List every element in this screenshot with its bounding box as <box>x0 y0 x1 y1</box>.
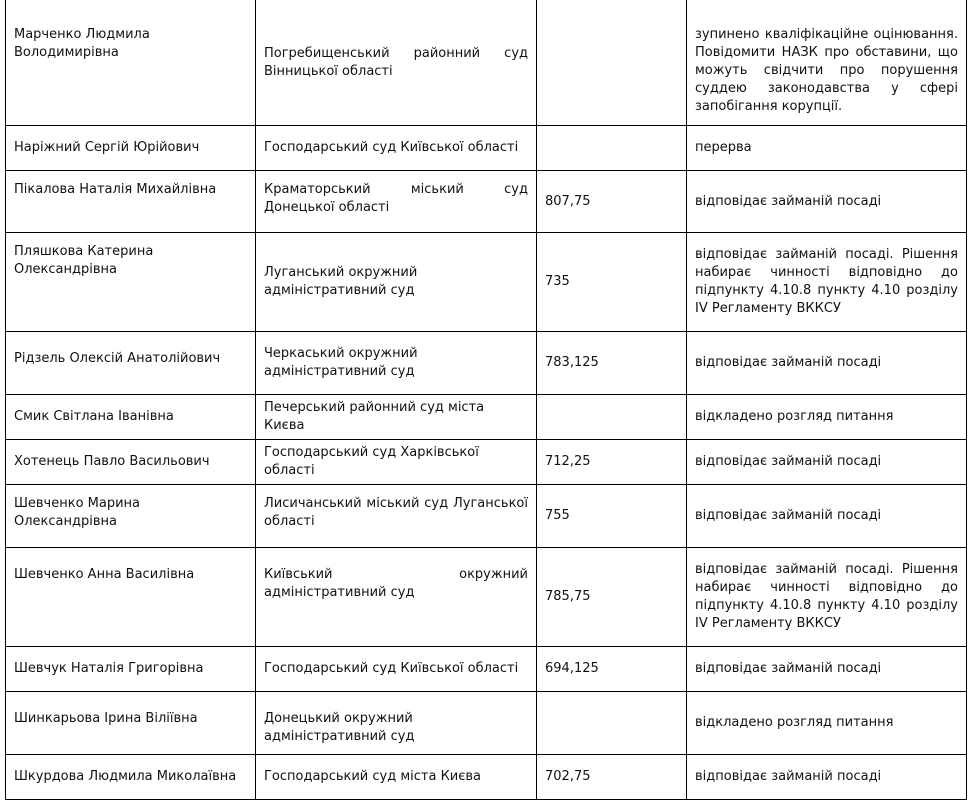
court-cell: Луганський окружний адміністративний суд <box>256 233 537 332</box>
score-cell: 702,75 <box>537 755 687 800</box>
decision-cell: відкладено розгляд питання <box>687 692 967 755</box>
score-cell <box>537 126 687 171</box>
decision-cell: відповідає займаній посаді <box>687 755 967 800</box>
decision-cell: відповідає займаній посаді <box>687 647 967 692</box>
decision-cell: відкладено розгляд питання <box>687 395 967 440</box>
judge-name-cell: Рідзель Олексій Анатолійович <box>6 332 256 395</box>
court-cell: Господарський суд Київської області <box>256 126 537 171</box>
court-cell: Донецький окружний адміністративний суд <box>256 692 537 755</box>
table-row <box>6 548 967 647</box>
court-cell: Краматорський міський суд Донецької області <box>256 171 537 233</box>
table-row <box>6 171 967 233</box>
score-cell: 807,75 <box>537 171 687 233</box>
judge-name-cell: Наріжний Сергій Юрійович <box>6 126 256 171</box>
table-row <box>6 233 967 332</box>
court-cell: Господарський суд міста Києва <box>256 755 537 800</box>
judge-name-cell: Шкурдова Людмила Миколаївна <box>6 755 256 800</box>
judge-name-cell: Шинкарьова Ірина Віліївна <box>6 692 256 755</box>
judge-name-cell: Шевчук Наталія Григорівна <box>6 647 256 692</box>
court-cell: Черкаський окружний адміністративний суд <box>256 332 537 395</box>
judge-name-cell: Смик Світлана Іванівна <box>6 395 256 440</box>
score-cell <box>537 395 687 440</box>
score-cell: 783,125 <box>537 332 687 395</box>
judge-name-cell: Шевченко Марина Олександрівна <box>6 485 256 548</box>
judge-name-cell: Пікалова Наталія Михайлівна <box>6 171 256 233</box>
decision-cell: відповідає займаній посаді <box>687 440 967 485</box>
table-row <box>6 0 967 126</box>
court-cell: Господарський суд Харківської області <box>256 440 537 485</box>
table-row <box>6 440 967 485</box>
table-row <box>6 755 967 800</box>
score-cell: 694,125 <box>537 647 687 692</box>
decision-cell: відповідає займаній посаді <box>687 485 967 548</box>
decision-cell: відповідає займаній посаді. Рішення набирає чинності відповідно до підпункту 4.10.8 пункту 4.10 розділу IV Регламенту ВККСУ <box>687 548 967 647</box>
court-cell: Погребищенський районний суд Вінницької області <box>256 0 537 126</box>
table-row <box>6 485 967 548</box>
table-row <box>6 647 967 692</box>
score-cell: 735 <box>537 233 687 332</box>
score-cell <box>537 0 687 126</box>
decision-cell: відповідає займаній посаді <box>687 332 967 395</box>
decision-cell: зупинено кваліфікаційне оцінювання. Повідомити НАЗК про обставини, що можуть свідчити про порушення суддею законодавства у сфері запобігання корупції. <box>687 0 967 126</box>
results-table <box>5 0 967 800</box>
score-cell: 712,25 <box>537 440 687 485</box>
judge-name-cell: Марченко Людмила Володимирівна <box>6 0 256 126</box>
court-cell: Печерський районний суд міста Києва <box>256 395 537 440</box>
score-cell: 755 <box>537 485 687 548</box>
decision-cell: відповідає займаній посаді. Рішення набирає чинності відповідно до підпункту 4.10.8 пункту 4.10 розділу IV Регламенту ВККСУ <box>687 233 967 332</box>
table-row <box>6 126 967 171</box>
court-cell: Лисичанський міський суд Луганської області <box>256 485 537 548</box>
table-row <box>6 692 967 755</box>
table-row <box>6 332 967 395</box>
score-cell <box>537 692 687 755</box>
table-row <box>6 395 967 440</box>
score-cell: 785,75 <box>537 548 687 647</box>
court-cell: Київський окружний адміністративний суд <box>256 548 537 647</box>
court-cell: Господарський суд Київської області <box>256 647 537 692</box>
judge-name-cell: Шевченко Анна Василівна <box>6 548 256 647</box>
judge-name-cell: Пляшкова Катерина Олександрівна <box>6 233 256 332</box>
decision-cell: відповідає займаній посаді <box>687 171 967 233</box>
decision-cell: перерва <box>687 126 967 171</box>
judge-name-cell: Хотенець Павло Васильович <box>6 440 256 485</box>
